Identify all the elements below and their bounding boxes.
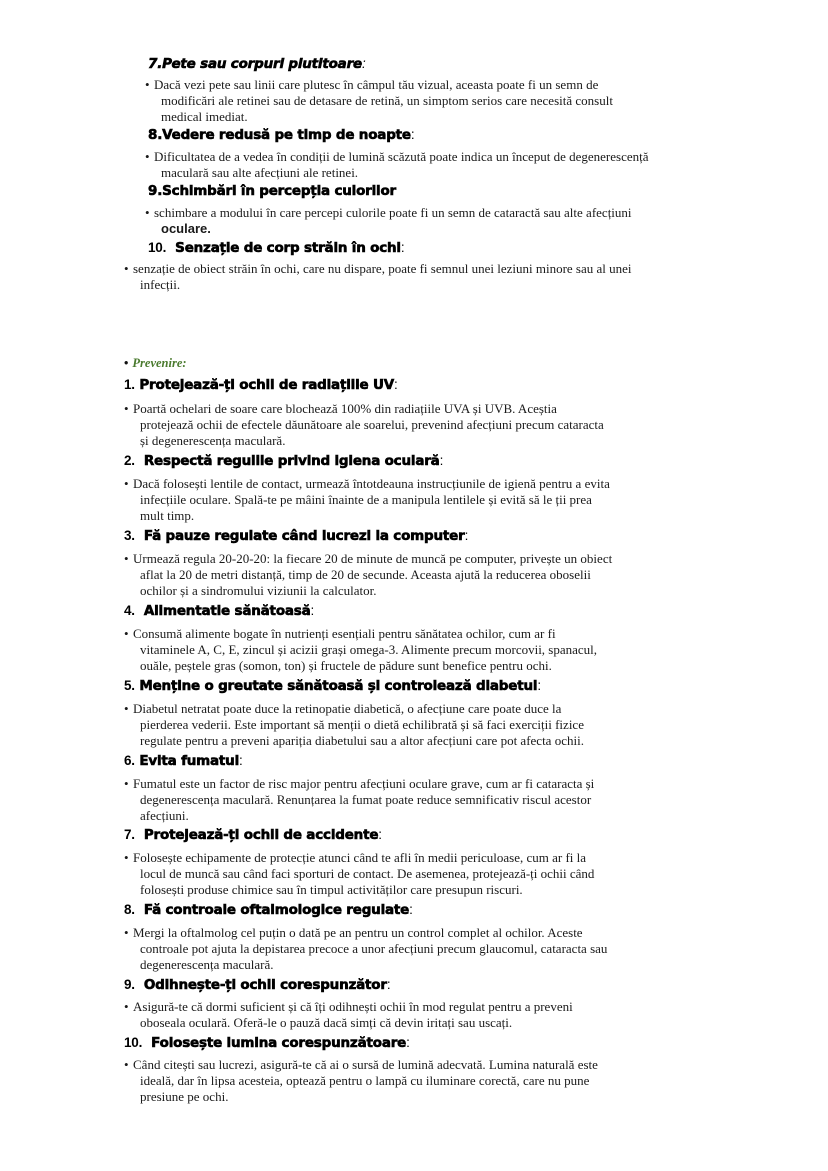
prevention-paragraph-10: • Când citești sau lucrezi, asigură-te că ai o sursă de lumină adecvată. Lumina naturală este ideală, dar în lipsa acesteia, optează pentru o lampă cu iluminare corectă, care nu pune presiune pe ochi. — [124, 1057, 598, 1104]
prevention-heading-2: 2. Respectă regulile privind igiena oculară: — [124, 453, 444, 469]
prevention-heading-1: 1. Protejează-ți ochii de radiațiile UV: — [124, 377, 398, 393]
prevention-heading-3: 3. Fă pauze regulate când lucrezi la computer: — [124, 528, 469, 544]
prevention-heading-5: 5. Menține o greutate sănătoasă și controlează diabetul: — [124, 678, 541, 694]
prevention-paragraph-2: • Dacă folosești lentile de contact, urmează întotdeauna instrucțiunile de igienă pentru a evita infecțiile oculare. Spală-te pe mâini înainte de a manipula lentilele și evită să le ții prea mult timp. — [124, 476, 610, 523]
prevention-heading-9: 9. Odihnește-ți ochii corespunzător: — [124, 977, 391, 993]
prevention-heading-7: 7. Protejează-ți ochii de accidente: — [124, 827, 382, 843]
symptom-paragraph-8: • Dificultatea de a vedea în condiții de lumină scăzută poate indica un început de degenerescență maculară sau alte afecțiuni ale retinei. — [145, 149, 649, 180]
symptom-heading-7: 7.Pete sau corpuri plutitoare: — [148, 56, 366, 72]
prevention-paragraph-3: • Urmează regula 20-20-20: la fiecare 20 de minute de muncă pe computer, privește un obiect aflat la 20 de metri distanță, timp de 20 de secunde. Aceasta ajută la reducerea oboselii ochilor și a sindromului viziunii la calculator. — [124, 551, 613, 598]
prevention-section-label: • Prevenire: — [124, 356, 187, 370]
prevention-heading-6: 6. Evita fumatul: — [124, 753, 243, 769]
symptom-paragraph-10: • senzație de obiect străin în ochi, care nu dispare, poate fi semnul unei leziuni minore sau al unei infecții. — [124, 261, 632, 292]
prevention-paragraph-6: • Fumatul este un factor de risc major pentru afecțiuni oculare grave, cum ar fi cataracta și degenerescența maculară. Renunțarea la fumat poate reduce semnificativ riscul acestor afecțiuni. — [124, 776, 595, 823]
symptom-heading-8: 8.Vedere redusă pe timp de noapte: — [148, 127, 415, 143]
symptom-paragraph-7: • Dacă vezi pete sau linii care plutesc în câmpul tău vizual, aceasta poate fi un semn de modificări ale retinei sau de detasare de retină, un simptom serios care necesită consult medical imediat. — [145, 77, 613, 124]
prevention-paragraph-9: • Asigură-te că dormi suficient și că îți odihnești ochii în mod regulat pentru a preveni oboseala oculară. Oferă-le o pauză dacă simți că devin iritați sau uscați. — [124, 999, 573, 1030]
prevention-paragraph-1: • Poartă ochelari de soare care blochează 100% din radiațiile UVA și UVB. Aceștia protejează ochii de efectele dăunătoare ale soarelui, prevenind afecțiuni precum cataracta și degenerescența maculară. — [124, 401, 604, 448]
symptom-paragraph-9: • schimbare a modului în care percepi culorile poate fi un semn de cataractă sau alte afecțiuni oculare. — [145, 205, 632, 236]
prevention-heading-4: 4. Alimentatie sănătoasă: — [124, 603, 315, 619]
symptom-heading-9: 9.Schimbări în percepția culorilor — [148, 183, 396, 199]
prevention-paragraph-5: • Diabetul netratat poate duce la retinopatie diabetică, o afecțiune care poate duce la pierderea vederii. Este important să menții o dietă echilibrată și să faci exerciții fizice regulate pentru a preveni apariția diabetului sau a altor afecțiuni care pot afecta ochii. — [124, 701, 584, 748]
symptom-heading-10: 10. Senzație de corp străin în ochi: — [148, 240, 405, 256]
prevention-heading-8: 8. Fă controale oftalmologice regulate: — [124, 902, 413, 918]
prevention-paragraph-4: • Consumă alimente bogate în nutrienți esențiali pentru sănătatea ochilor, cum ar fi vitaminele A, C, E, zincul și acizii grași omega-3. Alimente precum morcovii, spanacul, ouăle, peștele gras (somon, ton) și fructele de pădure sunt benefice pentru ochi. — [124, 626, 598, 673]
prevention-paragraph-8: • Mergi la oftalmolog cel puțin o dată pe an pentru un control complet al ochilor. Aceste controale pot ajuta la depistarea precoce a unor afecțiuni precum glaucomul, cataracta sau degenerescența maculară. — [124, 925, 608, 972]
prevention-heading-10: 10. Folosește lumina corespunzătoare: — [124, 1035, 410, 1051]
prevention-paragraph-7: • Folosește echipamente de protecție atunci când te afli în medii periculoase, cum ar fi la locul de muncă sau când faci sporturi de contact. De asemenea, protejează-ți ochii când folosești produse chimice sau în timpul activităților care presupun riscuri. — [124, 850, 595, 897]
